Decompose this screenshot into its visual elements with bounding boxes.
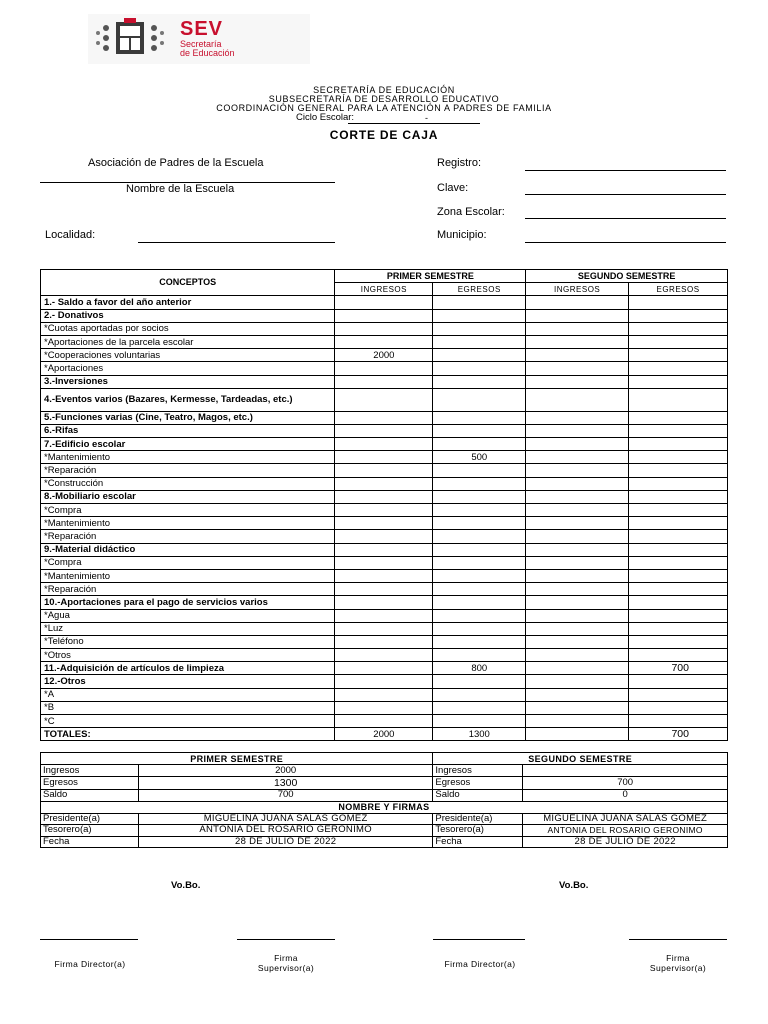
- ingresos-1-cell: [335, 596, 433, 609]
- egresos-2-cell: [629, 688, 728, 701]
- summary-ingresos-label: Ingresos: [41, 765, 139, 777]
- ingresos-2-cell: [526, 322, 629, 335]
- ingresos-1-cell: [335, 715, 433, 728]
- concept-cell: 1.- Saldo a favor del año anterior: [41, 296, 335, 309]
- table-row: [41, 424, 728, 437]
- ingresos-2-cell: [526, 635, 629, 648]
- concept-cell: *Compra: [41, 504, 335, 517]
- ingresos-2-cell: [526, 490, 629, 503]
- logo-subtitle: [180, 40, 235, 58]
- table-row: [41, 569, 728, 582]
- tesorero-name-2: ANTONIA DEL ROSARIO GERONIMO: [523, 825, 728, 837]
- summary-p-saldo: 700: [138, 789, 433, 801]
- egresos-2-cell: [629, 622, 728, 635]
- ingresos-1-cell: [335, 662, 433, 675]
- concept-cell: *Reparación: [41, 464, 335, 477]
- table-row: [41, 662, 728, 675]
- egresos-2-cell: [629, 504, 728, 517]
- concept-cell: *Mantenimiento: [41, 517, 335, 530]
- egresos-2-cell: [629, 715, 728, 728]
- table-row: [41, 438, 728, 451]
- ingresos-header-1: INGRESOS: [335, 283, 433, 296]
- firma-supervisor-2-line1: Firma: [666, 953, 690, 963]
- ingresos-1-cell: [335, 477, 433, 490]
- ingresos-2-cell: [526, 530, 629, 543]
- egresos-1-cell: [433, 596, 526, 609]
- egresos-1-cell: 800: [433, 662, 526, 675]
- clave-line: [525, 194, 726, 195]
- egresos-2-cell: [629, 362, 728, 375]
- concept-cell: *Teléfono: [41, 635, 335, 648]
- egresos-2-cell: 700: [629, 662, 728, 675]
- ingresos-1-cell: 2000: [335, 349, 433, 362]
- ciclo-separator: -: [425, 113, 428, 123]
- presidente-label-2: Presidente(a): [433, 813, 523, 825]
- egresos-header-2: EGRESOS: [629, 283, 728, 296]
- ingresos-1-cell: [335, 375, 433, 388]
- egresos-1-cell: [433, 569, 526, 582]
- ingresos-1-cell: [335, 411, 433, 424]
- logo-subtitle-line1: Secretaría: [180, 39, 222, 49]
- ciclo-line: [348, 123, 480, 124]
- ingresos-2-cell: [526, 583, 629, 596]
- egresos-1-cell: [433, 309, 526, 322]
- concept-cell: *A: [41, 688, 335, 701]
- ingresos-2-cell: [526, 349, 629, 362]
- ingresos-1-cell: 2000: [335, 728, 433, 741]
- egresos-1-cell: [433, 477, 526, 490]
- egresos-2-cell: [629, 596, 728, 609]
- table-row: [41, 375, 728, 388]
- egresos-1-cell: [433, 517, 526, 530]
- concept-cell: *Aportaciones: [41, 362, 335, 375]
- egresos-1-cell: [433, 675, 526, 688]
- concept-cell: *Agua: [41, 609, 335, 622]
- summary-table: [40, 752, 728, 802]
- egresos-1-cell: [433, 530, 526, 543]
- localidad-label: Localidad:: [45, 229, 96, 241]
- ingresos-1-cell: [335, 296, 433, 309]
- concept-cell: *Cooperaciones voluntarias: [41, 349, 335, 362]
- concept-cell: 2.- Donativos: [41, 309, 335, 322]
- table-row: [41, 701, 728, 714]
- ingresos-2-cell: [526, 543, 629, 556]
- ingresos-2-cell: [526, 662, 629, 675]
- summary-saldo-label: Saldo: [41, 789, 139, 801]
- signatures-table: [40, 801, 728, 848]
- egresos-2-cell: [629, 424, 728, 437]
- presidente-name-2: MIGUELINA JUANA SALAS GOMEZ: [523, 813, 728, 825]
- table-row: [41, 309, 728, 322]
- ingresos-2-cell: [526, 309, 629, 322]
- concept-cell: 8.-Mobiliario escolar: [41, 490, 335, 503]
- ingresos-1-cell: [335, 451, 433, 464]
- table-row: [41, 596, 728, 609]
- egresos-1-cell: [433, 375, 526, 388]
- ingresos-2-cell: [526, 728, 629, 741]
- localidad-line: [138, 242, 335, 243]
- egresos-1-cell: 500: [433, 451, 526, 464]
- egresos-2-cell: [629, 296, 728, 309]
- ingresos-2-cell: [526, 649, 629, 662]
- egresos-1-cell: [433, 583, 526, 596]
- egresos-2-cell: [629, 477, 728, 490]
- egresos-1-cell: [433, 715, 526, 728]
- ingresos-2-cell: [526, 451, 629, 464]
- ingresos-2-cell: [526, 504, 629, 517]
- ingresos-2-cell: [526, 569, 629, 582]
- nombre-escuela-label: Nombre de la Escuela: [126, 183, 235, 195]
- table-row: [41, 464, 728, 477]
- summary-s-egresos: 700: [523, 777, 728, 789]
- table-row: [41, 362, 728, 375]
- egresos-1-cell: [433, 322, 526, 335]
- concept-cell: *Reparación: [41, 583, 335, 596]
- egresos-2-cell: [629, 517, 728, 530]
- ingresos-1-cell: [335, 517, 433, 530]
- egresos-2-cell: [629, 349, 728, 362]
- ingresos-2-cell: [526, 464, 629, 477]
- egresos-1-cell: [433, 349, 526, 362]
- vobo-right: Vo.Bo.: [559, 880, 589, 891]
- presidente-label: Presidente(a): [41, 813, 139, 825]
- egresos-2-cell: [629, 543, 728, 556]
- table-row: [41, 609, 728, 622]
- egresos-2-cell: [629, 649, 728, 662]
- header-line1: SECRETARÍA DE EDUCACIÓN: [313, 85, 455, 95]
- clave-label: Clave:: [437, 182, 469, 194]
- egresos-1-cell: [433, 296, 526, 309]
- primer-semestre-header: PRIMER SEMESTRE: [335, 270, 526, 283]
- egresos-1-cell: [433, 556, 526, 569]
- ingresos-2-cell: [526, 477, 629, 490]
- egresos-1-cell: [433, 411, 526, 424]
- ingresos-1-cell: [335, 388, 433, 411]
- header-line2: SUBSECRETARÍA DE DESARROLLO EDUCATIVO: [268, 94, 500, 104]
- logo-subtitle-line2: de Educación: [180, 48, 235, 58]
- egresos-2-cell: [629, 530, 728, 543]
- egresos-2-cell: [629, 583, 728, 596]
- vobo-left: Vo.Bo.: [171, 880, 201, 891]
- table-row: [41, 556, 728, 569]
- ingresos-2-cell: [526, 411, 629, 424]
- ingresos-1-cell: [335, 556, 433, 569]
- egresos-1-cell: [433, 504, 526, 517]
- fecha-label: Fecha: [41, 836, 139, 848]
- zona-line: [525, 218, 726, 219]
- segundo-semestre-header: SEGUNDO SEMESTRE: [526, 270, 728, 283]
- state-seal-icon: [94, 18, 166, 58]
- egresos-2-cell: [629, 451, 728, 464]
- table-row: [41, 728, 728, 741]
- ingresos-1-cell: [335, 583, 433, 596]
- fecha-label-2: Fecha: [433, 836, 523, 848]
- summary-s-ingresos: [523, 765, 728, 777]
- egresos-1-cell: [433, 388, 526, 411]
- egresos-2-cell: [629, 388, 728, 411]
- ingresos-1-cell: [335, 701, 433, 714]
- concept-cell: 4.-Eventos varios (Bazares, Kermesse, Tardeadas, etc.): [41, 388, 335, 411]
- concept-cell: 7.-Edificio escolar: [41, 438, 335, 451]
- firmas-header: NOMBRE Y FIRMAS: [41, 802, 728, 814]
- concept-cell: *Mantenimiento: [41, 569, 335, 582]
- ingresos-1-cell: [335, 635, 433, 648]
- egresos-1-cell: [433, 635, 526, 648]
- egresos-1-cell: [433, 438, 526, 451]
- firma-supervisor-2-line2: Supervisor(a): [649, 963, 707, 973]
- table-row: [41, 490, 728, 503]
- ingresos-2-cell: [526, 362, 629, 375]
- table-row: [41, 530, 728, 543]
- table-row: [41, 583, 728, 596]
- ingresos-1-cell: [335, 309, 433, 322]
- concept-cell: *Construcción: [41, 477, 335, 490]
- sig-line-supervisor-1: [237, 939, 335, 940]
- egresos-1-cell: [433, 701, 526, 714]
- egresos-1-cell: [433, 649, 526, 662]
- table-row: [41, 517, 728, 530]
- municipio-line: [525, 242, 726, 243]
- table-row: [41, 388, 728, 411]
- firma-supervisor-1-line2: Supervisor(a): [257, 963, 315, 973]
- ingresos-1-cell: [335, 504, 433, 517]
- ingresos-1-cell: [335, 530, 433, 543]
- concept-cell: *Luz: [41, 622, 335, 635]
- table-row: [41, 715, 728, 728]
- municipio-label: Municipio:: [437, 229, 487, 241]
- table-row: [41, 543, 728, 556]
- table-row: [41, 622, 728, 635]
- ingresos-1-cell: [335, 569, 433, 582]
- table-row: [41, 296, 728, 309]
- sig-line-supervisor-2: [629, 939, 727, 940]
- ingresos-2-cell: [526, 596, 629, 609]
- concept-cell: TOTALES:: [41, 728, 335, 741]
- summary-s-saldo: 0: [523, 789, 728, 801]
- ingresos-2-cell: [526, 688, 629, 701]
- ingresos-2-cell: [526, 517, 629, 530]
- table-row: [41, 635, 728, 648]
- ingresos-2-cell: [526, 388, 629, 411]
- egresos-2-cell: 700: [629, 728, 728, 741]
- sig-line-director-2: [433, 939, 525, 940]
- ingresos-1-cell: [335, 438, 433, 451]
- ingresos-2-cell: [526, 335, 629, 348]
- summary-ingresos-label-2: Ingresos: [433, 765, 523, 777]
- document-title: CORTE DE CAJA: [329, 128, 439, 142]
- ingresos-2-cell: [526, 375, 629, 388]
- firma-director-1: Firma Director(a): [54, 959, 126, 969]
- tesorero-label-2: Tesorero(a): [433, 825, 523, 837]
- summary-segundo-header: SEGUNDO SEMESTRE: [433, 753, 728, 765]
- egresos-2-cell: [629, 490, 728, 503]
- ingresos-1-cell: [335, 675, 433, 688]
- concept-cell: *Reparación: [41, 530, 335, 543]
- summary-primer-header: PRIMER SEMESTRE: [41, 753, 433, 765]
- firma-supervisor-1-line1: Firma: [274, 953, 298, 963]
- fecha-value-1: 28 DE JULIO DE 2022: [138, 836, 432, 848]
- egresos-2-cell: [629, 309, 728, 322]
- header-line3: COORDINACIÓN GENERAL PARA LA ATENCIÓN A PADRES DE FAMILIA: [216, 103, 552, 113]
- concept-cell: 11.-Adquisición de artículos de limpieza: [41, 662, 335, 675]
- concept-cell: *Otros: [41, 649, 335, 662]
- zona-label: Zona Escolar:: [437, 206, 505, 218]
- ingresos-1-cell: [335, 622, 433, 635]
- table-row: [41, 649, 728, 662]
- ingresos-2-cell: [526, 675, 629, 688]
- ingresos-1-cell: [335, 688, 433, 701]
- concept-cell: *Compra: [41, 556, 335, 569]
- cash-table: [40, 269, 728, 741]
- concept-cell: 6.-Rifas: [41, 424, 335, 437]
- egresos-header-1: EGRESOS: [433, 283, 526, 296]
- table-row: [41, 322, 728, 335]
- table-row: [41, 349, 728, 362]
- ingresos-1-cell: [335, 649, 433, 662]
- table-row: [41, 335, 728, 348]
- firma-supervisor-1: [236, 953, 336, 973]
- egresos-1-cell: [433, 543, 526, 556]
- ingresos-1-cell: [335, 362, 433, 375]
- conceptos-header: CONCEPTOS: [41, 270, 335, 296]
- ingresos-2-cell: [526, 701, 629, 714]
- sig-line-director-1: [40, 939, 138, 940]
- ingresos-2-cell: [526, 438, 629, 451]
- egresos-2-cell: [629, 375, 728, 388]
- egresos-1-cell: [433, 424, 526, 437]
- egresos-1-cell: [433, 490, 526, 503]
- egresos-1-cell: [433, 362, 526, 375]
- egresos-2-cell: [629, 335, 728, 348]
- summary-p-ingresos: 2000: [138, 765, 433, 777]
- concept-cell: 12.-Otros: [41, 675, 335, 688]
- concept-cell: 5.-Funciones varias (Cine, Teatro, Magos, etc.): [41, 411, 335, 424]
- registro-label: Registro:: [437, 157, 482, 169]
- logo-brand: SEV: [180, 18, 224, 40]
- concept-cell: *Cuotas aportadas por socios: [41, 322, 335, 335]
- tesorero-name-1: ANTONIA DEL ROSARIO GERONIMO: [138, 825, 432, 837]
- egresos-2-cell: [629, 464, 728, 477]
- egresos-2-cell: [629, 411, 728, 424]
- cash-table-body: [41, 296, 728, 741]
- egresos-1-cell: 1300: [433, 728, 526, 741]
- egresos-2-cell: [629, 609, 728, 622]
- summary-egresos-label: Egresos: [41, 777, 139, 789]
- ingresos-2-cell: [526, 556, 629, 569]
- ingresos-1-cell: [335, 322, 433, 335]
- concept-cell: *Aportaciones de la parcela escolar: [41, 335, 335, 348]
- egresos-2-cell: [629, 556, 728, 569]
- egresos-1-cell: [433, 688, 526, 701]
- egresos-2-cell: [629, 701, 728, 714]
- table-row: [41, 477, 728, 490]
- fecha-value-2: 28 DE JULIO DE 2022: [523, 836, 728, 848]
- concept-cell: 3.-Inversiones: [41, 375, 335, 388]
- firma-supervisor-2: [628, 953, 728, 973]
- summary-egresos-label-2: Egresos: [433, 777, 523, 789]
- asociacion-label: Asociación de Padres de la Escuela: [88, 157, 264, 169]
- ingresos-header-2: INGRESOS: [526, 283, 629, 296]
- firma-director-2: Firma Director(a): [444, 959, 516, 969]
- table-row: [41, 504, 728, 517]
- table-row: [41, 675, 728, 688]
- egresos-2-cell: [629, 438, 728, 451]
- egresos-2-cell: [629, 675, 728, 688]
- ingresos-2-cell: [526, 424, 629, 437]
- table-row: [41, 411, 728, 424]
- summary-p-egresos: 1300: [138, 777, 433, 789]
- egresos-2-cell: [629, 569, 728, 582]
- ciclo-label: Ciclo Escolar:: [296, 112, 355, 123]
- presidente-name-1: MIGUELINA JUANA SALAS GOMEZ: [138, 813, 432, 825]
- ingresos-1-cell: [335, 543, 433, 556]
- ingresos-2-cell: [526, 296, 629, 309]
- egresos-1-cell: [433, 335, 526, 348]
- registro-line: [525, 170, 726, 171]
- concept-cell: *C: [41, 715, 335, 728]
- egresos-1-cell: [433, 622, 526, 635]
- summary-saldo-label-2: Saldo: [433, 789, 523, 801]
- egresos-2-cell: [629, 635, 728, 648]
- table-row: [41, 451, 728, 464]
- egresos-1-cell: [433, 464, 526, 477]
- egresos-1-cell: [433, 609, 526, 622]
- concept-cell: *B: [41, 701, 335, 714]
- ingresos-1-cell: [335, 609, 433, 622]
- tesorero-label: Tesorero(a): [41, 825, 139, 837]
- ingresos-2-cell: [526, 622, 629, 635]
- ingresos-2-cell: [526, 715, 629, 728]
- ingresos-2-cell: [526, 609, 629, 622]
- ingresos-1-cell: [335, 335, 433, 348]
- egresos-2-cell: [629, 322, 728, 335]
- concept-cell: *Mantenimiento: [41, 451, 335, 464]
- concept-cell: 9.-Material didáctico: [41, 543, 335, 556]
- ingresos-1-cell: [335, 424, 433, 437]
- ingresos-1-cell: [335, 464, 433, 477]
- table-row: [41, 688, 728, 701]
- ingresos-1-cell: [335, 490, 433, 503]
- concept-cell: 10.-Aportaciones para el pago de servicios varios: [41, 596, 335, 609]
